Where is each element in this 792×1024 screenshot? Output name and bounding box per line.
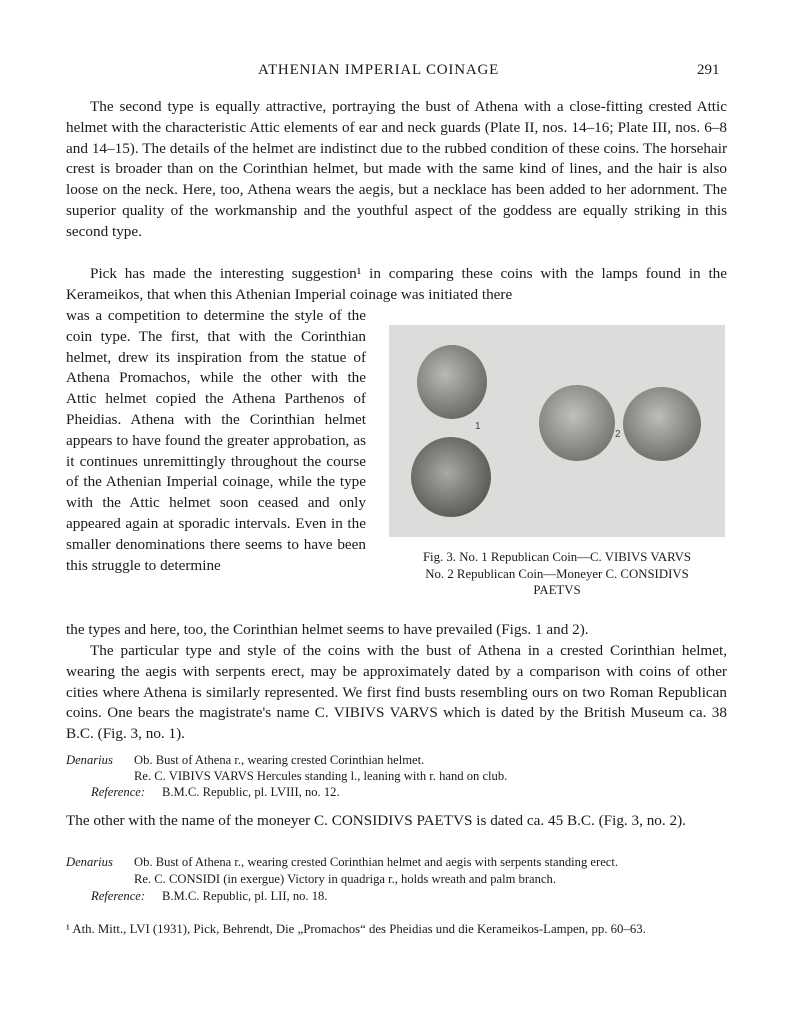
coin-2-obverse-image	[539, 385, 615, 461]
coin-1-reverse-image	[411, 437, 491, 517]
paragraph-3-text: The particular type and style of the coins with the bust of Athena in a crested Corinthian helmet, wearing the aegis with serpents erect, may be approximately dated by a comparison with coins of other cities where Athena is similarly represented. We first find busts resembling ours on two Roman Republican coins. One bears the magistrate's name C. VIBIVS VARVS which is dated by the British Museum ca. 38 B.C. (Fig. 3, no. 1).	[66, 642, 727, 743]
paragraph-4: The other with the name of the moneyer C. CONSIDIVS PAETVS is dated ca. 45 B.C. (Fig. 3, no. 2).	[66, 812, 686, 829]
paragraph-2-end: the types and here, too, the Corinthian helmet seems to have prevailed (Figs. 1 and 2).	[66, 621, 589, 638]
coin-figure	[389, 325, 725, 537]
running-head: ATHENIAN IMPERIAL COINAGE	[258, 62, 500, 78]
page-number: 291	[697, 62, 720, 78]
paragraph-2-opening-text: Pick has made the interesting suggestion¹ in comparing these coins with the lamps found in the Kerameikos, that when this Athenian Imperial coinage was initiated there	[66, 265, 727, 303]
coin-1-obverse-image	[417, 345, 487, 419]
entry-2-denomination	[66, 854, 113, 871]
paragraph-2-opening	[66, 264, 727, 306]
paragraph-1	[66, 97, 727, 243]
coin-1-number: 1	[475, 421, 481, 432]
coin-2-number: 2	[615, 429, 621, 440]
paragraph-3	[66, 641, 727, 745]
caption-line-1: Fig. 3. No. 1 Republican Coin—C. VIBIVS VARVS	[422, 550, 692, 564]
entry-2-reference: B.M.C. Republic, pl. LII, no. 18.	[162, 889, 328, 903]
caption-line-2: No. 2 Republican Coin—Moneyer C. CONSIDIVS	[425, 566, 689, 581]
entry-2-obverse: Ob. Bust of Athena r., wearing crested Corinthian helmet and aegis with serpents standing erect.	[134, 855, 619, 869]
entry-1-denom-text: Denarius	[66, 753, 113, 767]
entry-1-reference-label	[91, 784, 145, 801]
entry-1-reference: B.M.C. Republic, pl. LVIII, no. 12.	[162, 785, 340, 799]
entry-1-obverse: Ob. Bust of Athena r., wearing crested Corinthian helmet.	[134, 753, 425, 767]
entry-2-ref-label-text: Reference:	[91, 889, 146, 903]
figure-caption	[389, 549, 725, 599]
entry-1-denomination	[66, 752, 113, 769]
entry-1-ref-label-text: Reference:	[91, 785, 146, 799]
entry-2-denom-text: Denarius	[66, 855, 113, 869]
paragraph-1-text: The second type is equally attractive, portraying the bust of Athena with a close-fitting crested Attic helmet with the characteristic Attic elements of ear and neck guards (Plate II, nos. 14–16; Plate III, nos. 6–8 and 14–15). The details of the helmet are indistinct due to the rubbed condition of these coins. The horsehair crest is broader than on the Corinthian helmet, but made with the same kind of lines, and the hair is also loose on the neck. Here, too, Athena wears the aegis, but a necklace has been added to her adornment. The superior quality of the workmanship and the youthful aspect of the goddess are equally striking in this second type.	[66, 98, 727, 240]
footnote-1: ¹ Ath. Mitt., LVI (1931), Pick, Behrendt, Die „Promachos“ des Pheidias und die Kerameikos-Lampen, pp. 60–63.	[66, 922, 646, 936]
coin-2-reverse-image	[623, 387, 701, 461]
entry-2-reference-label	[91, 888, 145, 905]
entry-2-reverse: Re. C. CONSIDI (in exergue) Victory in quadriga r., holds wreath and palm branch.	[134, 872, 556, 886]
caption-line-3: PAETVS	[533, 583, 581, 597]
entry-1-reverse: Re. C. VIBIVS VARVS Hercules standing l., leaning with r. hand on club.	[134, 769, 508, 783]
paragraph-2-wrapped-column: was a competition to determine the style of the coin type. The first, that with the Corinthian helmet, drew its inspiration from the statue of Athena Promachos, while the other with the Attic helmet copied the Athena Parthenos of Pheidias. Athena with the Corinthian helmet appears to have found the greater approbation, as it continues unremittingly throughout the course of the Athenian Imperial coinage, while the type with the Attic helmet soon ceased and only appeared again at sporadic intervals. Even in the smaller denominations there seems to have been this struggle to determine	[66, 307, 366, 574]
